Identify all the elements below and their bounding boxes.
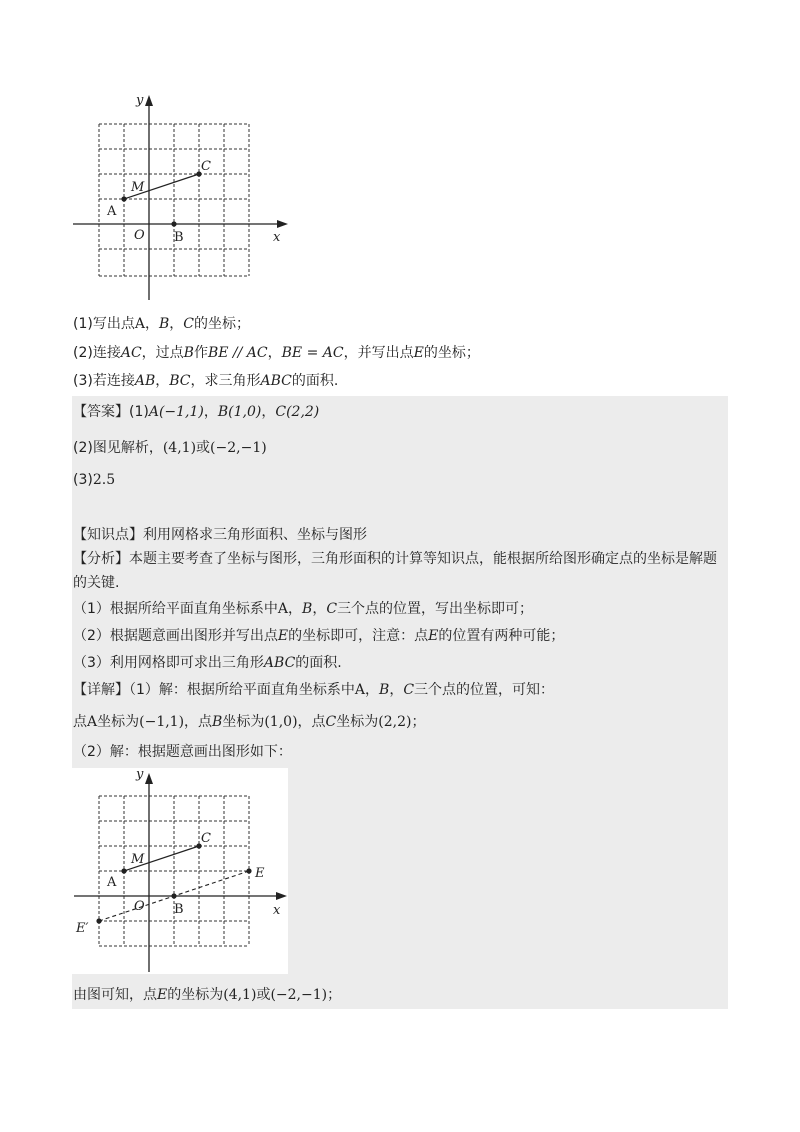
y-axis-label: y (136, 93, 144, 108)
knowledge-point: 【知识点】利用网格求三角形面积、坐标与图形 (73, 527, 367, 543)
detail-line-3: （2）解：根据题意画出图形如下： (73, 744, 292, 760)
analysis-step-3: （3）利用网格即可求出三角形ABC的面积. (73, 655, 342, 671)
origin-label: O (134, 228, 145, 243)
point-e-label: E (255, 866, 265, 881)
detail-line-4: 由图可知，点E的坐标为(4,1)或(−2,−1)； (73, 987, 342, 1003)
analysis-step-1: （1）根据所给平面直角坐标系中A，B，C三个点的位置，写出坐标即可； (73, 601, 534, 617)
point-a-label-2: A (107, 875, 117, 890)
point-b-label-2: B (174, 902, 184, 917)
point-c-label-2: C (201, 831, 211, 846)
coordinate-figure-2 (72, 768, 288, 974)
question-3: (3)若连接AB，BC，求三角形ABC的面积. (73, 373, 339, 389)
point-b-label: B (174, 230, 184, 245)
question-2: (2)连接AC，过点B作BE // AC，BE = AC，并写出点E的坐标； (73, 345, 480, 361)
question-1: (1)写出点A，B，C的坐标； (73, 316, 250, 332)
point-m-label: M (131, 180, 145, 195)
x-axis-label-2: x (273, 903, 281, 918)
point-e-prime-label: E′ (76, 921, 89, 936)
detail-line-1: 【详解】（1）解：根据所给平面直角坐标系中A，B，C三个点的位置，可知： (73, 682, 555, 698)
analysis-step-2: （2）根据题意画出图形并写出点E的坐标即可，注意：点E的位置有两种可能； (73, 628, 565, 644)
y-axis-label-2: y (136, 768, 144, 782)
analysis-line-1: 【分析】本题主要考查了坐标与图形，三角形面积的计算等知识点，能根据所给图形确定点的坐标是解题 (73, 551, 717, 567)
answer-line-1: 【答案】(1)A(−1,1)，B(1,0)，C(2,2) (73, 404, 320, 420)
analysis-line-2: 的关键. (73, 575, 120, 591)
answer-line-3: (3)2.5 (73, 472, 116, 488)
point-m-label-2: M (131, 852, 145, 867)
detail-line-2: 点A坐标为(−1,1)，点B坐标为(1,0)，点C坐标为(2,2)； (73, 714, 426, 730)
origin-label-2: O (134, 899, 145, 914)
point-c-label: C (201, 159, 211, 174)
answer-line-2: (2)图见解析，(4,1)或(−2,−1) (73, 440, 267, 456)
point-a-label: A (107, 204, 117, 219)
coordinate-figure-1 (70, 90, 295, 305)
x-axis-label: x (273, 230, 281, 245)
